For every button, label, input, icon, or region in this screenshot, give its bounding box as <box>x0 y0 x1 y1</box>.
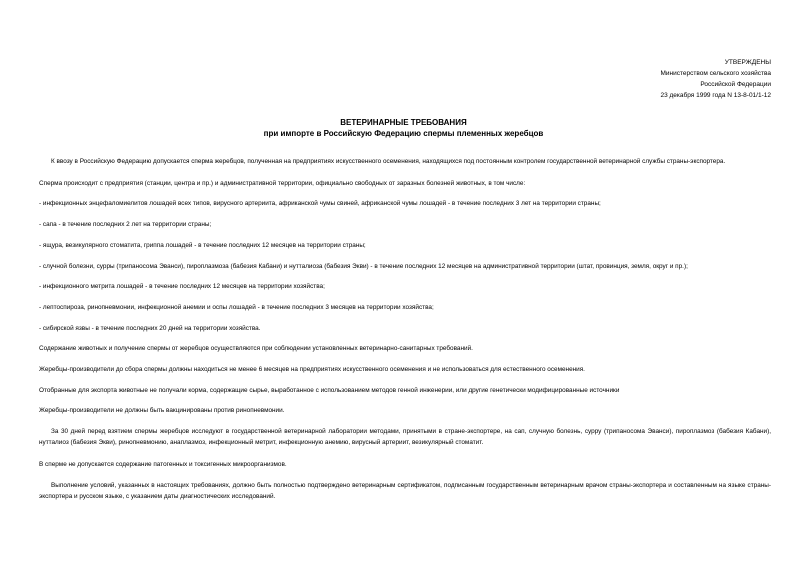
paragraph-keeping: Содержание животных и получение спермы от жеребцов осуществляются при соблюдении установленных ветеринарно-санитарных требований. <box>39 345 473 353</box>
approval-block <box>660 57 771 101</box>
paragraph-vaccination: Жеребцы-производители не должны быть вакцинированы против ринопневмонии. <box>39 407 285 415</box>
paragraph-feed-gmo: Отобранные для экспорта животные не получали корма, содержащие сырье, выработанное с использованием методов генной инженерии, или другие генетически модифицированные источники <box>39 386 620 394</box>
list-item-leptospirosis: - лептоспироза, ринопневмонии, инфекционной анемии и оспы лошадей - в течение последних 3 месяцев на территории хозяйства; <box>39 303 434 311</box>
paragraph-pathogens: В сперме не допускается содержание патогенных и токсигенных микроорганизмов. <box>39 460 287 468</box>
list-item-anthrax: - сибирской язвы - в течение последних 20 дней на территории хозяйства. <box>39 324 261 332</box>
title-line-1: ВЕТЕРИНАРНЫЕ ТРЕБОВАНИЯ <box>340 118 467 127</box>
approval-line-ministry: Министерством сельского хозяйства <box>660 70 771 77</box>
list-item-foot-and-mouth: - ящура, везикулярного стоматита, гриппа лошадей - в течение последних 12 месяцев на территории страны; <box>39 241 366 249</box>
paragraph-certificate: Выполнение условий, указанных в настоящих требованиях, должно быть полностью подтверждено ветеринарным сертификатом, подписанным государственным ветеринарным врачом страны-экспортера и составленным на языке страны-экспортера и русском языке, с указанием даты диагностических исследований. <box>39 482 771 500</box>
list-item-glanders: - сапа - в течение последних 2 лет на территории страны; <box>39 221 212 229</box>
approval-line-approved: УТВЕРЖДЕНЫ <box>724 59 771 66</box>
document-title <box>0 117 807 139</box>
paragraph-origin: Сперма происходит с предприятия (станции, центра и пр.) и административной территории, официально свободных от заразных болезней животных, в том числе: <box>39 179 526 187</box>
paragraph-stallions-quarantine: Жеребцы-производители до сбора спермы должны находиться не менее 6 месяцев на предприятиях искусственного осеменения и не использоваться для естественного осеменения. <box>39 366 585 374</box>
list-item-dourine: - случной болезни, сурры (трипаносома Эванси), пироплазмоза (бабезия Кабани) и нутталиоза (бабезия Экви) - в течение последних 12 месяцев на административной территории (штат, провинция, земля, округ и пр.); <box>39 262 688 270</box>
list-item-encephalomyelitis: - инфекционных энцефаломиелитов лошадей всех типов, вирусного артериита, африканской чумы свиней, африканской чумы лошадей - в течение последних 3 лет на территории страны; <box>39 200 601 208</box>
list-item-metritis: - инфекционного метрита лошадей - в течение последних 12 месяцев на территории хозяйства; <box>39 283 325 291</box>
paragraph-laboratory-tests: За 30 дней перед взятием спермы жеребцов исследуют в государственной ветеринарной лаборатории методами, принятыми в стране-экспортере, на сап, случную болезнь, сурру (трипаносома Эванси), пироплазмоз (бабезия Кабани), нутталиоз (бабезия Экви), ринопневмонию, анаплазмоз, инфекционный метрит, инфекционную анемию, вирусный артериит, везикулярный стоматит. <box>39 428 771 446</box>
document-body <box>39 157 771 503</box>
paragraph-intro: К ввозу в Российскую Федерацию допускается сперма жеребцов, полученная на предприятиях искусственного осеменения, находящихся под постоянным контролем государственной ветеринарной службы страны-экспортера. <box>51 158 726 165</box>
title-line-2: при импорте в Российскую Федерацию спермы племенных жеребцов <box>263 129 544 138</box>
approval-line-date-number: 23 декабря 1999 года N 13-8-01/1-12 <box>660 92 771 99</box>
approval-line-country: Российской Федерации <box>700 81 771 88</box>
